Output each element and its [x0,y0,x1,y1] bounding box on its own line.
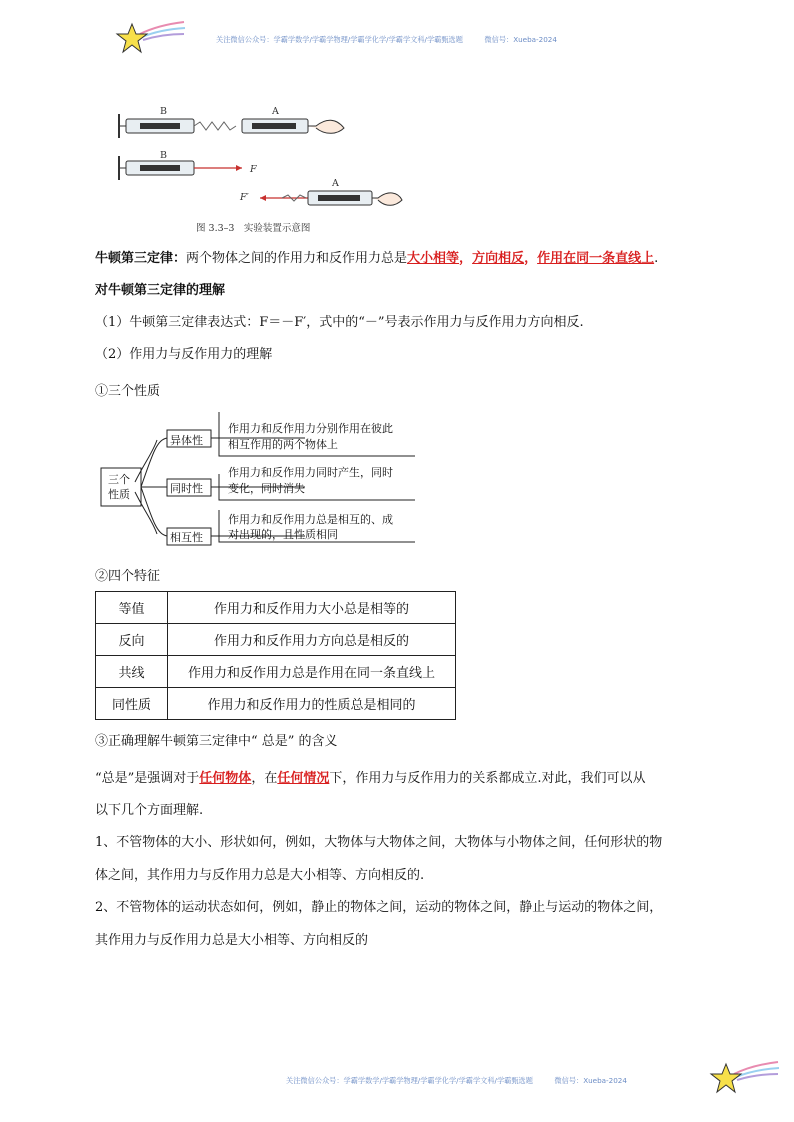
point-1-line1: 1、不管物体的大小、形状如何，例如，大物体与大物体之间，大物体与小物体之间，任何形状的物 [95,835,663,850]
label-f-prime: F′ [240,192,249,203]
experiment-figure [112,104,412,214]
law-highlight-2: 方向相反 [472,251,525,266]
table-row [96,624,456,656]
star-logo-icon [112,18,188,58]
feature-key: 反向 [96,624,168,656]
branch-label-3: 相互性 [170,531,203,544]
label-a2: A [332,178,339,189]
always-p-c: 下，作用力与反作用力的关系都成立.对此，我们可以从 [329,771,646,786]
properties-root-line2: 性质 [108,488,130,501]
features-title: ②四个特征 [95,569,161,584]
point-1-line2: 体之间，其作用力与反作用力总是大小相等、方向相反的. [95,868,425,883]
figure-caption: 图 3.3–3 实验装置示意图 [196,223,311,234]
branch-text-3-line2: 对出现的，且性质相同 [228,528,338,541]
law-highlight-3: 作用在同一条直线上 [537,251,655,266]
always-paragraph-line1 [95,771,645,787]
feature-key: 同性质 [96,688,168,720]
feature-key: 共线 [96,656,168,688]
branch-text-1-line2: 相互作用的两个物体上 [228,438,338,451]
always-paragraph-line2: 以下几个方面理解. [95,803,204,818]
branch-text-3-line1: 作用力和反作用力总是相互的、成 [228,513,393,526]
properties-title: ①三个性质 [95,384,161,399]
branch-text-2-line1: 作用力和反作用力同时产生，同时 [228,466,393,479]
table-row [96,688,456,720]
always-highlight-1: 任何物体 [199,771,252,786]
branch-text-1-line1: 作用力和反作用力分别作用在彼此 [228,422,393,435]
always-p-a: “总是”是强调对于 [95,771,200,786]
table-row [96,592,456,624]
label-f: F [250,164,257,175]
point-2-line1: 2、不管物体的运动状态如何，例如，静止的物体之间，运动的物体之间，静止与运动的物体之间， [95,900,663,915]
law-sep-2: ， [524,251,538,266]
law-highlight-1: 大小相等 [407,251,460,266]
branch-label-2: 同时性 [170,482,203,495]
footer-text: 关注微信公众号：学霸学数学/学霸学物理/学霸学化学/学霸学文科/学霸甄选题 微信号：Xueba-2024 [286,1076,627,1085]
star-logo-icon [706,1058,782,1098]
always-p-b: ，在 [251,771,278,786]
point-2-line2: 其作用力与反作用力总是大小相等、方向相反的 [95,933,369,948]
label-b2: B [160,150,167,161]
law-end: . [654,251,659,266]
always-title: ③正确理解牛顿第三定律中“ 总是” 的含义 [95,734,338,749]
understanding-title: 对牛顿第三定律的理解 [95,283,226,298]
feature-value: 作用力和反作用力方向总是相反的 [168,624,456,656]
feature-key: 等值 [96,592,168,624]
feature-value: 作用力和反作用力的性质总是相同的 [168,688,456,720]
properties-root-line1: 三个 [108,473,130,486]
label-a1: A [272,106,279,117]
always-highlight-2: 任何情况 [277,771,330,786]
table-row [96,656,456,688]
branch-label-1: 异体性 [170,434,203,447]
law-text: 两个物体之间的作用力和反作用力总是 [186,251,408,266]
feature-value: 作用力和反作用力大小总是相等的 [168,592,456,624]
header-text: 关注微信公众号：学霸学数学/学霸学物理/学霸学化学/学霸学文科/学霸甄选题 微信号：Xueba-2024 [216,35,557,44]
label-b1: B [160,106,167,117]
branch-text-2-line2: 变化，同时消失 [228,482,305,495]
features-table [95,591,456,720]
feature-value: 作用力和反作用力总是作用在同一条直线上 [168,656,456,688]
understanding-item-1: （1）牛顿第三定律表达式：F＝－F′，式中的“－”号表示作用力与反作用力方向相反. [95,315,584,330]
law-label: 牛顿第三定律： [95,251,187,266]
newton-third-law [95,251,658,267]
law-sep-1: ， [459,251,473,266]
understanding-item-2: （2）作用力与反作用力的理解 [95,347,273,362]
